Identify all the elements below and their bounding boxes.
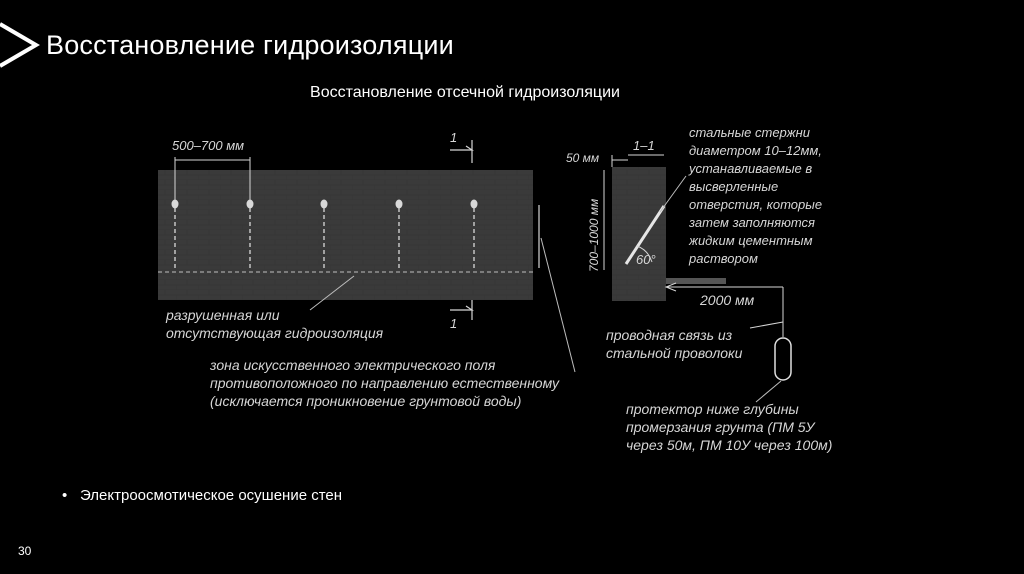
damaged-label-1: разрушенная или — [166, 307, 280, 323]
depth-label: 2000 мм — [700, 292, 755, 308]
protector-label-1: протектор ниже глубины — [626, 401, 799, 417]
svg-text:раствором: раствором — [689, 251, 758, 266]
bullet-text: Электроосмотическое осушение стен — [80, 487, 343, 504]
bullet-dot: • — [62, 487, 68, 504]
svg-text:затем заполняются: затем заполняются — [689, 215, 815, 230]
wall-elevation — [158, 170, 533, 300]
page-number: 30 — [18, 544, 32, 558]
slide-subtitle: Восстановление отсечной гидроизоляции — [310, 84, 620, 101]
rod-head — [172, 200, 178, 208]
rod-head — [471, 200, 477, 208]
svg-text:устанавливаемые в: устанавливаемые в — [689, 161, 813, 176]
protector-label-2: промерзания грунта (ПМ 5У — [626, 419, 815, 435]
offset-label: 50 мм — [566, 151, 600, 165]
section-title: 1–1 — [633, 138, 655, 153]
protector-icon — [775, 338, 791, 380]
wire-label-1: проводная связь из — [606, 327, 733, 343]
offset-dimension — [612, 155, 628, 167]
svg-text:жидким цементным: жидким цементным — [689, 233, 813, 248]
protector-leader — [756, 381, 781, 402]
height-label: 700–1000 мм — [587, 198, 601, 272]
bullet-item — [62, 487, 342, 504]
rod-head — [247, 200, 253, 208]
svg-text:стальные стержни: стальные стержни — [689, 125, 810, 140]
rod-head — [396, 200, 402, 208]
protector-label-3: через 50м, ПМ 10У через 100м) — [626, 437, 833, 453]
slide-title: Восстановление гидроизоляции — [46, 30, 454, 60]
section-mark-bottom: 1 — [450, 316, 458, 331]
angle-label: 60° — [636, 252, 656, 267]
svg-text:диаметром 10–12мм,: диаметром 10–12мм, — [689, 143, 822, 158]
spacing-label: 500–700 мм — [172, 138, 245, 153]
svg-text:высверленные: высверленные — [689, 179, 779, 194]
zone-label-2: противоположного по направлению естественному — [210, 375, 560, 391]
section-mark-top: 1 — [450, 130, 458, 145]
zone-label-3: (исключается проникновение грунтовой воды) — [210, 393, 522, 409]
damaged-label-2: отсутствующая гидроизоляция — [166, 325, 384, 341]
rods-label — [688, 125, 822, 266]
wall-section — [612, 167, 666, 301]
rod-head — [321, 200, 327, 208]
zone-label-1: зона искусственного электрического поля — [210, 357, 496, 373]
svg-text:отверстия, которые: отверстия, которые — [689, 197, 823, 212]
wire-label-2: стальной проволоки — [606, 345, 743, 361]
